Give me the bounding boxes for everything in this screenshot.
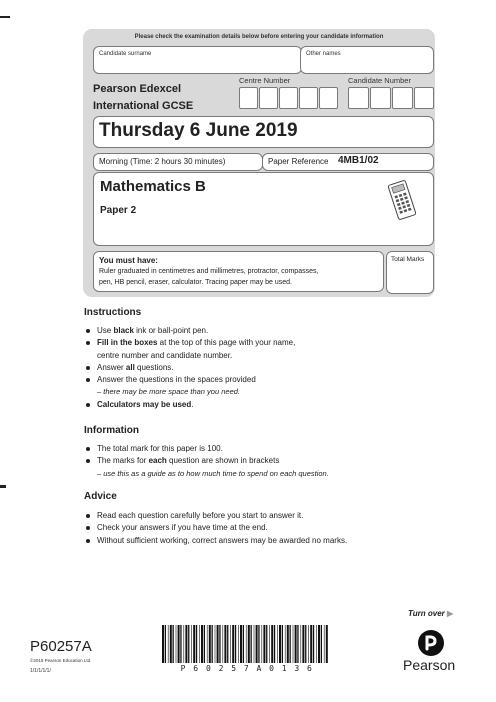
- subject-title: Mathematics B: [100, 178, 206, 195]
- you-must-have-title: You must have:: [99, 256, 158, 265]
- candidate-surname-label: Candidate surname: [99, 51, 152, 57]
- list-item: Answer the questions in the spaces provided: [84, 374, 295, 386]
- barcode-bar: [178, 625, 180, 663]
- barcode-bar: [301, 625, 302, 663]
- barcode-bar: [224, 625, 226, 663]
- barcode-text: P 6 0 2 5 7 A 0 1 3 6: [180, 664, 314, 673]
- barcode-bar: [258, 625, 259, 663]
- exam-board: [93, 81, 193, 115]
- barcode-bar: [227, 625, 228, 663]
- barcode-bar: [207, 625, 208, 663]
- candidate-number-digit[interactable]: [370, 87, 391, 109]
- advice-list: [84, 510, 347, 547]
- turn-over-label: Turn over: [408, 609, 445, 618]
- barcode-bar: [305, 625, 306, 663]
- barcode-bar: [279, 625, 281, 663]
- barcode-bar: [230, 625, 231, 663]
- exam-date-box: [93, 116, 434, 148]
- barcode-bar: [191, 625, 192, 663]
- exam-date: Thursday 6 June 2019: [99, 120, 298, 141]
- paper-code: P60257A: [30, 638, 92, 655]
- list-item: Read each question carefully before you start to answer it.: [84, 510, 347, 522]
- barcode-bar: [238, 625, 239, 663]
- candidate-number-digit[interactable]: [348, 87, 369, 109]
- barcode-bar: [318, 625, 320, 663]
- instructions-list: [84, 325, 295, 411]
- list-item: Check your answers if you have time at the end.: [84, 522, 347, 534]
- barcode-bar: [295, 625, 297, 663]
- paper-reference-box: [262, 153, 434, 171]
- other-names-field[interactable]: [300, 46, 434, 74]
- centre-number-boxes: [239, 87, 338, 109]
- total-marks-label: Total Marks: [391, 256, 425, 263]
- barcode-bar: [170, 625, 172, 663]
- barcode-bar: [287, 625, 289, 663]
- paper-number: Paper 2: [100, 205, 137, 216]
- barcode-bar: [285, 625, 286, 663]
- barcode-bar: [193, 625, 195, 663]
- other-names-label: Other names: [306, 51, 341, 57]
- barcode-bar: [212, 625, 213, 663]
- barcode-bar: [215, 625, 216, 663]
- session-time: Morning (Time: 2 hours 30 minutes): [99, 157, 226, 166]
- barcode-bar: [310, 625, 312, 663]
- crop-mark-left: [0, 485, 6, 488]
- advice-heading: Advice: [84, 491, 117, 502]
- list-item: Use black ink or ball-point pen.: [84, 325, 295, 337]
- crop-mark-top-left: [0, 16, 10, 18]
- barcode-bar: [204, 625, 205, 663]
- list-item-note: – there may be more space than you need.: [97, 387, 241, 397]
- you-must-have-line1: Ruler graduated in centimetres and millimetres, protractor, compasses,: [99, 268, 319, 275]
- you-must-have-line2: pen, HB pencil, eraser, calculator. Tracing paper may be used.: [99, 279, 292, 286]
- list-item-continuation: centre number and candidate number.: [97, 350, 233, 360]
- barcode-bar: [162, 625, 164, 663]
- calculator-icon: [384, 179, 420, 221]
- turn-over: [408, 609, 453, 618]
- centre-number-digit[interactable]: [299, 87, 318, 109]
- barcode-bar: [308, 625, 309, 663]
- barcode-bar: [185, 625, 187, 663]
- candidate-surname-field[interactable]: [93, 46, 302, 74]
- barcode-bar: [196, 625, 197, 663]
- total-marks-box[interactable]: [386, 251, 434, 294]
- barcode-bar: [324, 625, 325, 663]
- exam-board-line2: International GCSE: [93, 100, 194, 112]
- paper-reference-label: Paper Reference: [268, 157, 329, 166]
- instructions-heading: Instructions: [84, 307, 142, 318]
- information-list: [84, 443, 329, 480]
- session-box: [93, 153, 263, 171]
- list-item: Fill in the boxes at the top of this page with your name,: [84, 337, 295, 349]
- list-item: The total mark for this paper is 100.: [84, 443, 329, 455]
- barcode-bar: [235, 625, 236, 663]
- list-item-note: – use this as a guide as to how much time to spend on each question.: [97, 468, 329, 478]
- centre-number-label: Centre Number: [239, 76, 291, 85]
- centre-number-digit[interactable]: [259, 87, 278, 109]
- barcode-bar: [248, 625, 250, 663]
- barcode-bar: [282, 625, 283, 663]
- list-item: Calculators may be used.: [84, 399, 295, 411]
- list-item: Answer all questions.: [84, 362, 295, 374]
- barcode-bar: [232, 625, 234, 663]
- barcode-bar: [223, 625, 224, 663]
- copyright: ©2019 Pearson Education Ltd.: [30, 658, 92, 663]
- barcode-bar: [313, 625, 314, 663]
- barcode-bar: [219, 625, 220, 663]
- barcode-bar: [188, 625, 189, 663]
- barcode-bar: [168, 625, 169, 663]
- barcode-bar: [290, 625, 291, 663]
- barcode-bar: [274, 625, 275, 663]
- barcode-bar: [277, 625, 278, 663]
- barcode-bar: [321, 625, 322, 663]
- barcode-bar: [176, 625, 177, 663]
- you-must-have-box: [93, 251, 384, 292]
- information-heading: Information: [84, 425, 139, 436]
- barcode-bar: [263, 625, 265, 663]
- barcode-bar: [326, 625, 328, 663]
- barcode: [160, 625, 332, 665]
- barcode-bar: [251, 625, 252, 663]
- print-code: 1/1/1/1/1/: [30, 668, 51, 674]
- candidate-number-label: Candidate Number: [348, 76, 411, 85]
- barcode-bar: [271, 625, 273, 663]
- barcode-bar: [199, 625, 200, 663]
- arrow-right-icon: ▶: [446, 609, 454, 618]
- barcode-bar: [293, 625, 294, 663]
- centre-number-digit[interactable]: [279, 87, 298, 109]
- list-item: Without sufficient working, correct answers may be awarded no marks.: [84, 535, 347, 547]
- barcode-bar: [240, 625, 242, 663]
- barcode-bar: [173, 625, 174, 663]
- header-note: Please check the examination details below before entering your candidate information: [134, 34, 384, 40]
- centre-number-digit[interactable]: [239, 87, 258, 109]
- barcode-bar: [316, 625, 317, 663]
- barcode-bar: [302, 625, 304, 663]
- candidate-number-boxes: [348, 87, 434, 109]
- barcode-bar: [269, 625, 270, 663]
- barcode-bar: [256, 625, 258, 663]
- barcode-bar: [297, 625, 298, 663]
- list-item: The marks for each question are shown in brackets: [84, 455, 329, 467]
- barcode-bar: [243, 625, 244, 663]
- barcode-bar: [262, 625, 263, 663]
- pearson-logo-icon: [417, 629, 445, 657]
- pearson-logo-text: Pearson: [403, 657, 456, 673]
- barcode-bar: [201, 625, 203, 663]
- barcode-bar: [180, 625, 181, 663]
- candidate-number-digit[interactable]: [414, 87, 434, 109]
- subject-box: [93, 172, 434, 246]
- barcode-bar: [184, 625, 185, 663]
- exam-board-line1: Pearson Edexcel: [93, 83, 182, 95]
- barcode-bar: [209, 625, 211, 663]
- barcode-bar: [165, 625, 166, 663]
- paper-reference: 4MB1/02: [338, 155, 379, 166]
- candidate-number-digit[interactable]: [392, 87, 413, 109]
- barcode-bar: [266, 625, 267, 663]
- centre-number-digit[interactable]: [319, 87, 338, 109]
- barcode-bar: [217, 625, 219, 663]
- barcode-bar: [254, 625, 255, 663]
- barcode-bar: [246, 625, 247, 663]
